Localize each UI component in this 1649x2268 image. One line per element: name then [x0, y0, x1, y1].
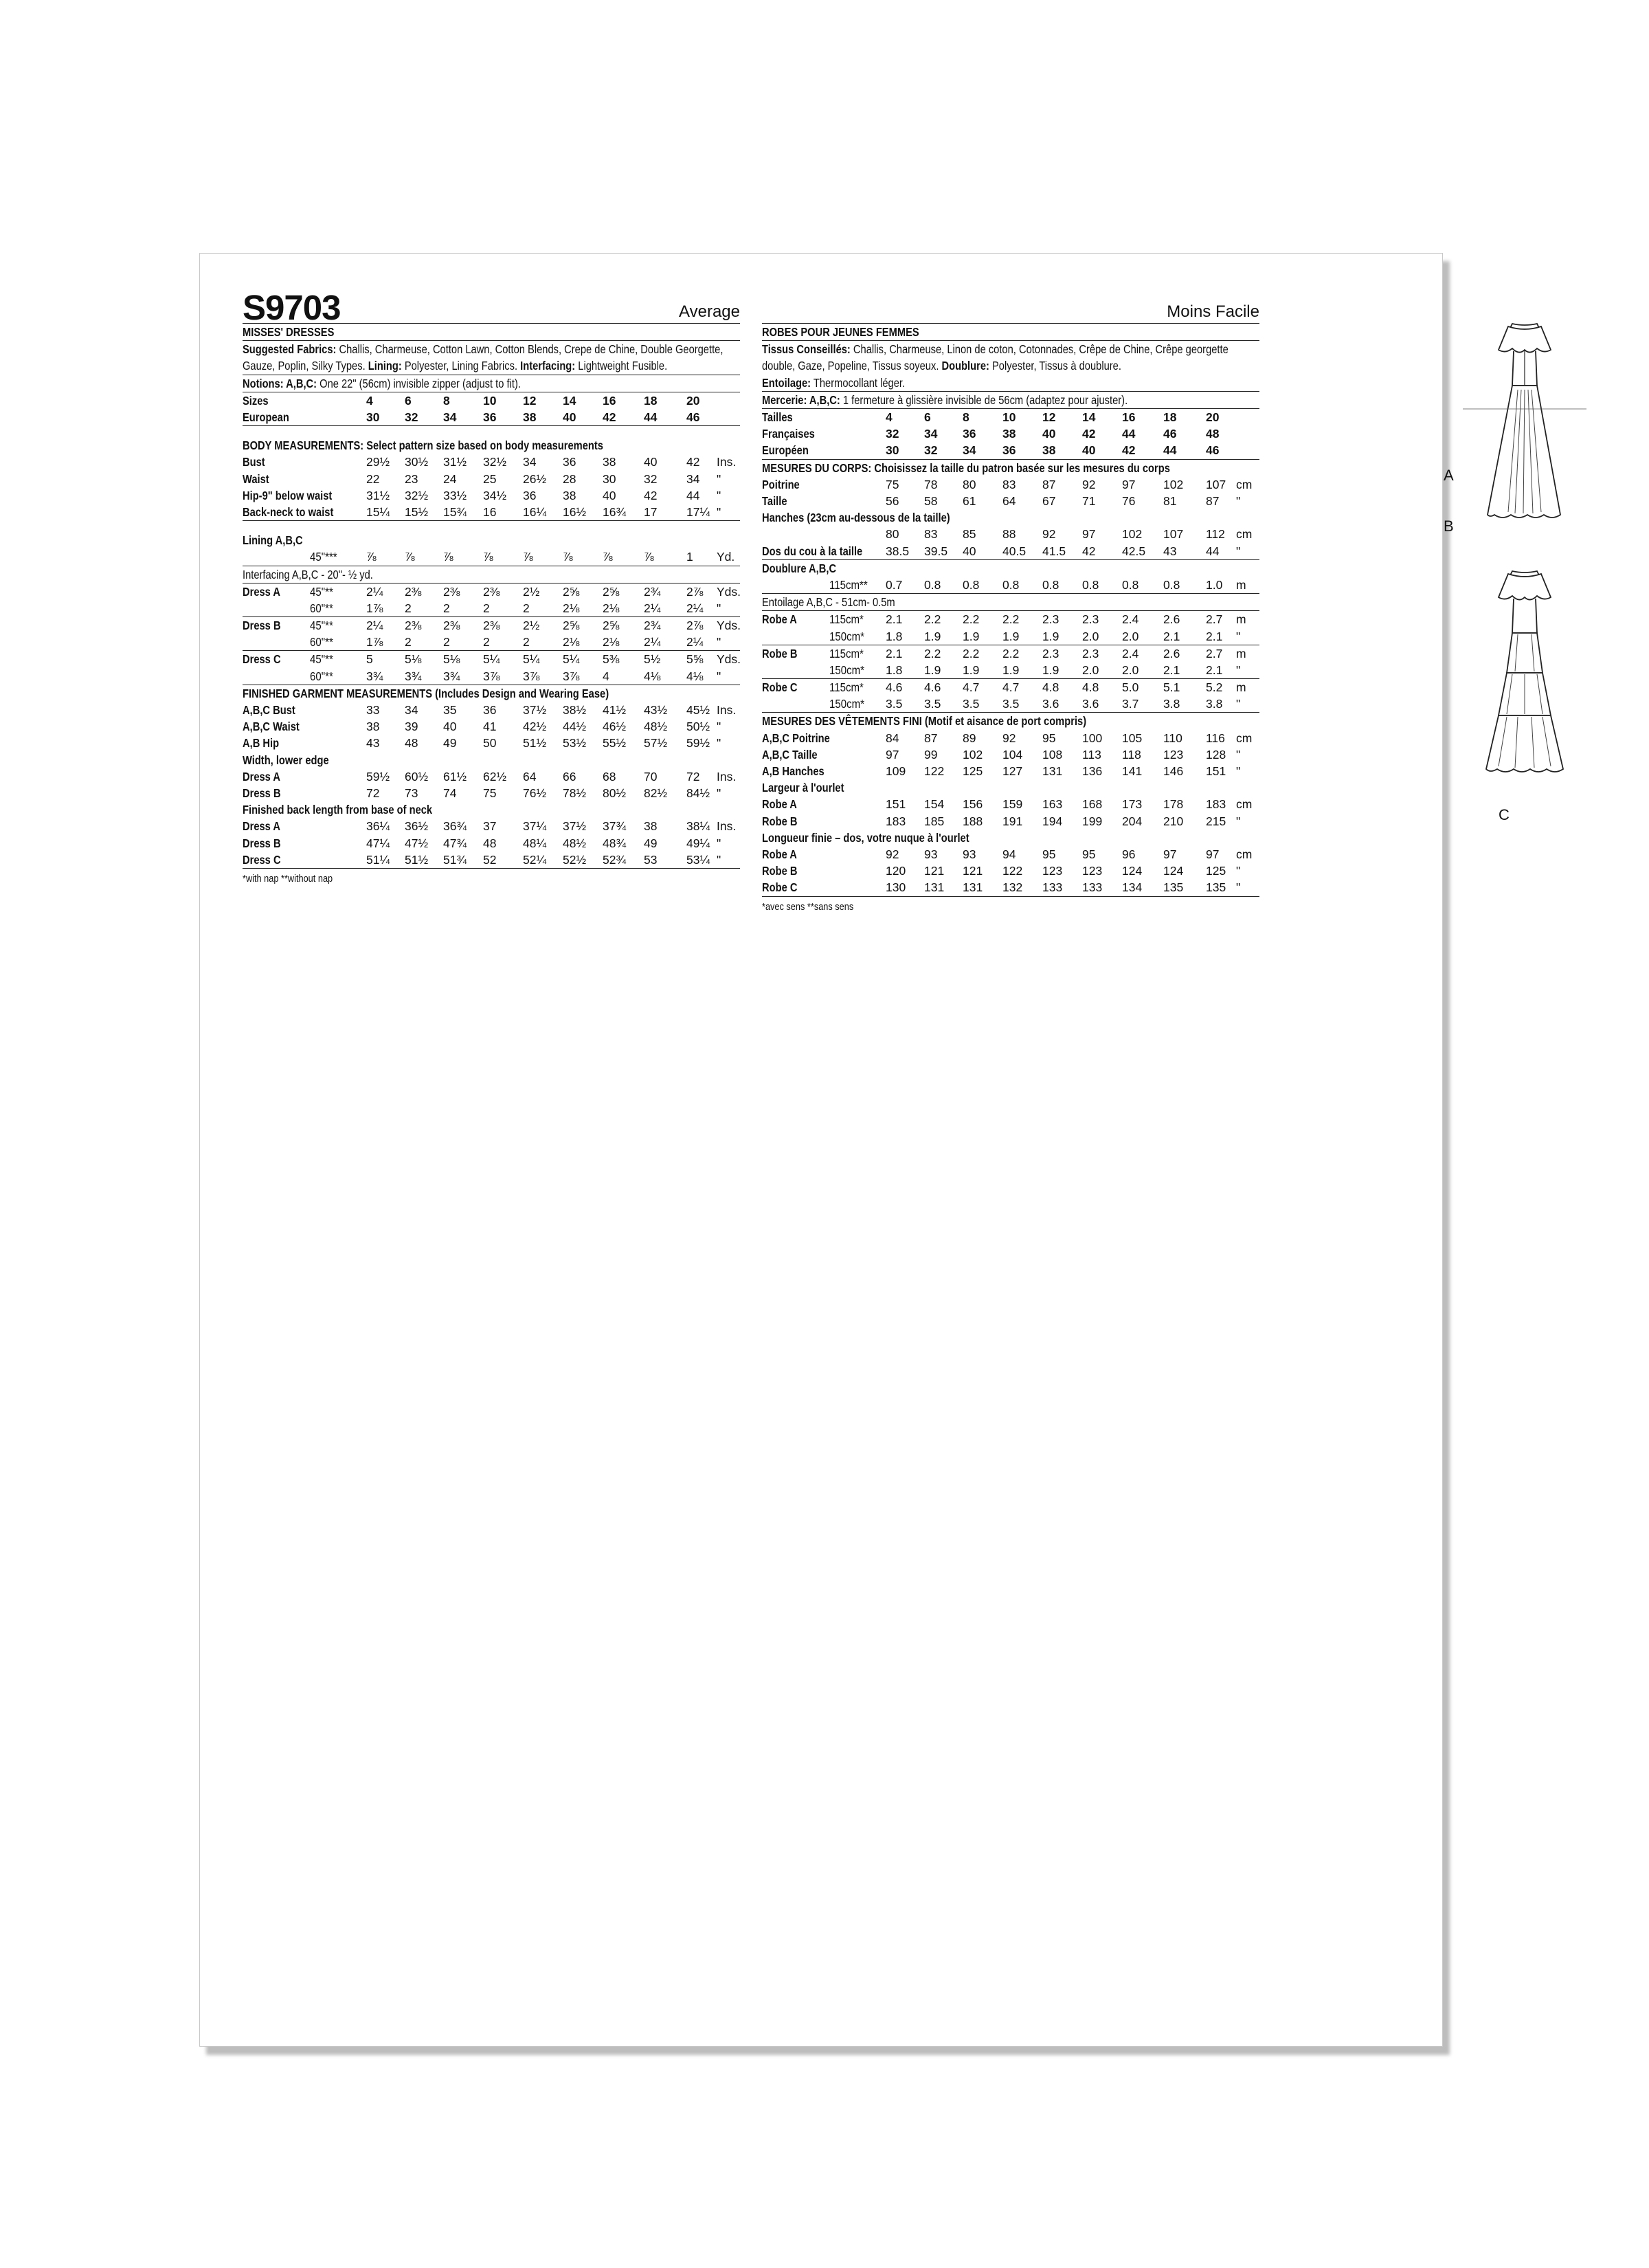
measurement-row: Dress A 59½ 60½ 61½ 62½ 64 66 68 70 72 Ins.: [243, 769, 737, 783]
yardage-row: 150cm* 1.8 1.9 1.9 1.9 1.9 2.0 2.0 2.1 2.1 ": [829, 663, 1241, 677]
size-row: Tailles 4 6 8 10 12 14 16 18 20: [762, 410, 1220, 425]
dress-sketch-c: [1463, 556, 1586, 783]
measurement-row: Back-neck to waist 15¼ 15½ 15¾ 16 16¼ 16½ 16¾ 17 17¼ ": [243, 504, 721, 519]
measurement-row: Hip-9" below waist 31½ 32½ 33½ 34½ 36 38 40 42 44 ": [243, 488, 721, 502]
yardage-row: 150cm* 3.5 3.5 3.5 3.5 3.6 3.6 3.7 3.8 3.8 ": [829, 697, 1241, 711]
fabrics-text: Suggested Fabrics: Challis, Charmeuse, Cotton Lawn, Cotton Blends, Crepe de Chine, Double Georgette, Gauze, Poplin, Silky Types. Lining: Polyester, Lining Fabrics. Interfacing: Lightweight Fusible.: [243, 342, 723, 373]
yardage-row: 60"** 3¾ 3¾ 3¾ 3⅞ 3⅞ 3⅞ 4 4⅛ 4⅛ ": [310, 669, 721, 683]
yardage-row: 150cm* 1.8 1.9 1.9 1.9 1.9 2.0 2.0 2.1 2.1 ": [829, 629, 1241, 643]
difficulty-level: Average: [679, 302, 740, 321]
measurement-row: 115cm** 0.7 0.8 0.8 0.8 0.8 0.8 0.8 0.8 1.0 m: [829, 577, 1246, 592]
size-table-fr: [762, 409, 1259, 460]
yardage-row: Robe A 115cm* 2.1 2.2 2.2 2.2 2.3 2.3 2.4 2.6 2.7 m: [762, 612, 1246, 627]
body-measurements: [243, 437, 740, 521]
size-row: European 30 32 34 36 38 40 42 44 46: [243, 410, 700, 424]
english-column: [243, 288, 741, 887]
notions-text-fr: Mercerie: A,B,C: 1 fermeture à glissière invisible de 56cm (adaptez pour ajuster).: [762, 392, 1128, 407]
dress-sketch-ab: [1463, 309, 1586, 529]
measurement-row: A,B,C Taille 97 99 102 104 108 113 118 123 128 ": [762, 747, 1241, 761]
difficulty-level-fr: Moins Facile: [1167, 302, 1259, 321]
english-header: [243, 288, 740, 327]
footnote-fr: *avec sens **sans sens: [762, 900, 854, 913]
yardage-group: [243, 651, 740, 685]
measurement-row: Dress B 72 73 74 75 76½ 78½ 80½ 82½ 84½ ": [243, 786, 721, 801]
yardage-group: [243, 583, 740, 617]
yardage-row: Robe C 115cm* 4.6 4.6 4.7 4.7 4.8 4.8 5.0 5.1 5.2 m: [762, 680, 1246, 695]
measurement-row: A,B,C Bust 33 34 35 36 37½ 38½ 41½ 43½ 45½ Ins.: [243, 703, 737, 718]
pattern-number: S9703: [243, 288, 341, 327]
measurement-row: Taille 56 58 61 64 67 71 76 81 87 ": [762, 493, 1241, 508]
yardage-row: Dress B 45"** 2¼ 2⅜ 2⅜ 2⅜ 2½ 2⅝ 2⅝ 2¾ 2⅞ Yds.: [243, 619, 741, 633]
lining-yardage-fr: Doublure A,B,C 115cm** 0.7 0.8 0.8 0.8 0.8 0.8 0.8 0.8 1.0 m: [762, 560, 1259, 594]
measurement-row: 80 83 85 88 92 97 102 107 112 cm: [886, 527, 1253, 542]
measurement-row: A,B Hanches 109 122 125 127 131 136 141 146 151 ": [762, 764, 1241, 779]
yardage-group: [243, 617, 740, 651]
measurement-row: Robe A 92 93 93 94 95 95 96 97 97 cm: [762, 847, 1253, 861]
size-table: [243, 392, 740, 426]
pattern-back-sheet: [199, 253, 1510, 2047]
section-title: MISSES' DRESSES: [243, 325, 335, 339]
french-header: [762, 296, 1259, 324]
yardage-row: Dress C 45"** 5 5⅛ 5⅛ 5¼ 5¼ 5¼ 5⅜ 5½ 5⅝ Yds.: [243, 652, 741, 667]
yardage-row: Dress A 45"** 2¼ 2⅜ 2⅜ 2⅜ 2½ 2⅝ 2⅝ 2¾ 2⅞ Yds.: [243, 584, 741, 599]
measurement-row: Waist 22 23 24 25 26½ 28 30 32 34 ": [243, 471, 721, 486]
measurement-row: 45"*** ⅞ ⅞ ⅞ ⅞ ⅞ ⅞ ⅞ ⅞ 1 Yd.: [310, 550, 735, 564]
yardage-row: Robe B 115cm* 2.1 2.2 2.2 2.2 2.3 2.3 2.4 2.6 2.7 m: [762, 646, 1246, 660]
yardage-row: 60"** 1⅞ 2 2 2 2 2⅛ 2⅛ 2¼ 2¼ ": [310, 601, 721, 615]
view-label-a: A: [1444, 467, 1454, 484]
measurement-row: Robe C 130 131 131 132 133 133 134 135 135 ": [762, 880, 1241, 895]
size-row: Sizes 4 6 8 10 12 14 16 18 20: [243, 393, 700, 408]
measurement-row: Robe B 120 121 121 122 123 123 124 124 125 ": [762, 864, 1241, 878]
size-row: Européen 30 32 34 36 38 40 42 44 46: [762, 443, 1220, 458]
interfacing-row-fr: Entoilage A,B,C - 51cm- 0.5m: [762, 595, 895, 610]
measurement-row: A,B,C Poitrine 84 87 89 92 95 100 105 110 116 cm: [762, 731, 1253, 745]
section-title-fr: ROBES POUR JEUNES FEMMES: [762, 325, 919, 339]
body-heading: BODY MEASUREMENTS: Select pattern size based on body measurements: [243, 438, 603, 453]
finished-measurements-fr: MESURES DES VÊTEMENTS FINI (Motif et aisance de port compris) A,B,C Poitrine 84 87 89 92 95 100 105 110 116 cm A,B,C Taille 97 99 102 104 108 113 118 123 128 " A,B Hanches 109 122 125 127 131 136 141 146 151 " Largeur à l'ourlet Robe A 151 154 156 159 163 168 173 178 183 cm Robe B 183 185 188 191 194 199 204 210 215 " Longueur finie – dos, votre nuque à l'ourlet Robe A 92 93 93 94 95 95 96 97 97 cm Robe B 120 121 121 122 123 123 124 124 125 " Robe C 130 131 131 132 133 133 134 135 135 ": [762, 713, 1259, 896]
measurement-row: Poitrine 75 78 80 83 87 92 97 102 107 cm: [762, 477, 1253, 491]
finished-measurements: FINISHED GARMENT MEASUREMENTS (Includes Design and Wearing Ease) A,B,C Bust 33 34 35 36 37½ 38½ 41½ 43½ 45½ Ins. A,B,C Waist 38 39 40 41 42½ 44½ 46½ 48½ 50½ " A,B Hip 43 48 49 50 51½ 53½ 55½ 57½ 59½ " Width, lower edge Dress A 59½ 60½ 61½ 62½ 64 66 68 70 72 Ins. Dress B 72 73 74 75 76½ 78½ 80½ 82½ 84½ " Finished back length from base of neck Dress A 36¼ 36½ 36¾ 37 37¼ 37½ 37¾ 38 38¼ Ins. Dress B 47¼ 47½ 47¾ 48 48¼ 48½ 48¾ 49 49¼ " Dress C 51¼ 51½ 51¾ 52 52¼ 52½ 52¾ 53 53¼ ": [243, 685, 740, 869]
measurement-row: A,B,C Waist 38 39 40 41 42½ 44½ 46½ 48½ 50½ ": [243, 720, 721, 734]
size-row: Françaises 32 34 36 38 40 42 44 46 48: [762, 427, 1220, 441]
footnote: *with nap **without nap: [243, 872, 333, 885]
view-label-b: B: [1444, 518, 1454, 535]
measurement-row: Robe A 151 154 156 159 163 168 173 178 183 cm: [762, 797, 1253, 812]
yardage-group: [762, 611, 1259, 645]
body-measurements-fr: MESURES DU CORPS: Choisissez la taille du patron basée sur les mesures du corps Poitrine 75 78 80 83 87 92 97 102 107 cm Taille 56 58 61 64 67 71 76 81 87 " Hanches (23cm au-dessous de la taille) 80 83 85 88 92 97 102 107 112 cm Dos du cou à la taille 38.5 39.5 40 40.5 41.5 42 42.5 43 44 ": [762, 460, 1259, 560]
measurement-row: Dress C 51¼ 51½ 51¾ 52 52¼ 52½ 52¾ 53 53¼ ": [243, 852, 721, 867]
measurement-row: Dos du cou à la taille 38.5 39.5 40 40.5 41.5 42 42.5 43 44 ": [762, 544, 1241, 558]
yardage-row: 60"** 1⅞ 2 2 2 2 2⅛ 2⅛ 2¼ 2¼ ": [310, 635, 721, 649]
yardage-group: [762, 679, 1259, 713]
measurement-row: Dress A 36¼ 36½ 36¾ 37 37¼ 37½ 37¾ 38 38¼ Ins.: [243, 819, 737, 834]
measurement-row: Robe B 183 185 188 191 194 199 204 210 215 ": [762, 814, 1241, 828]
notions-text: Notions: A,B,C: One 22" (56cm) invisible zipper (adjust to fit).: [243, 376, 521, 390]
measurement-row: Bust 29½ 30½ 31½ 32½ 34 36 38 40 42 Ins.: [243, 455, 737, 469]
interfacing-row: Interfacing A,B,C - 20"- ½ yd.: [243, 567, 373, 581]
measurement-row: A,B Hip 43 48 49 50 51½ 53½ 55½ 57½ 59½ ": [243, 736, 721, 751]
lining-yardage: Lining A,B,C 45"*** ⅞ ⅞ ⅞ ⅞ ⅞ ⅞ ⅞ ⅞ 1 Yd.: [243, 532, 740, 566]
french-column: [762, 296, 1259, 915]
measurement-row: Dress B 47¼ 47½ 47¾ 48 48¼ 48½ 48¾ 49 49¼ ": [243, 836, 721, 850]
view-label-c: C: [1499, 806, 1510, 823]
yardage-group: [762, 645, 1259, 679]
fabrics-text-fr: Tissus Conseillés: Challis, Charmeuse, Linon de coton, Cotonnades, Crêpe de Chine, Crêpe georgette double, Gaze, Popeline, Tissus soyeux. Doublure: Polyester, Tissus à doublure. Entoilage: Thermocollant léger.: [762, 342, 1229, 390]
